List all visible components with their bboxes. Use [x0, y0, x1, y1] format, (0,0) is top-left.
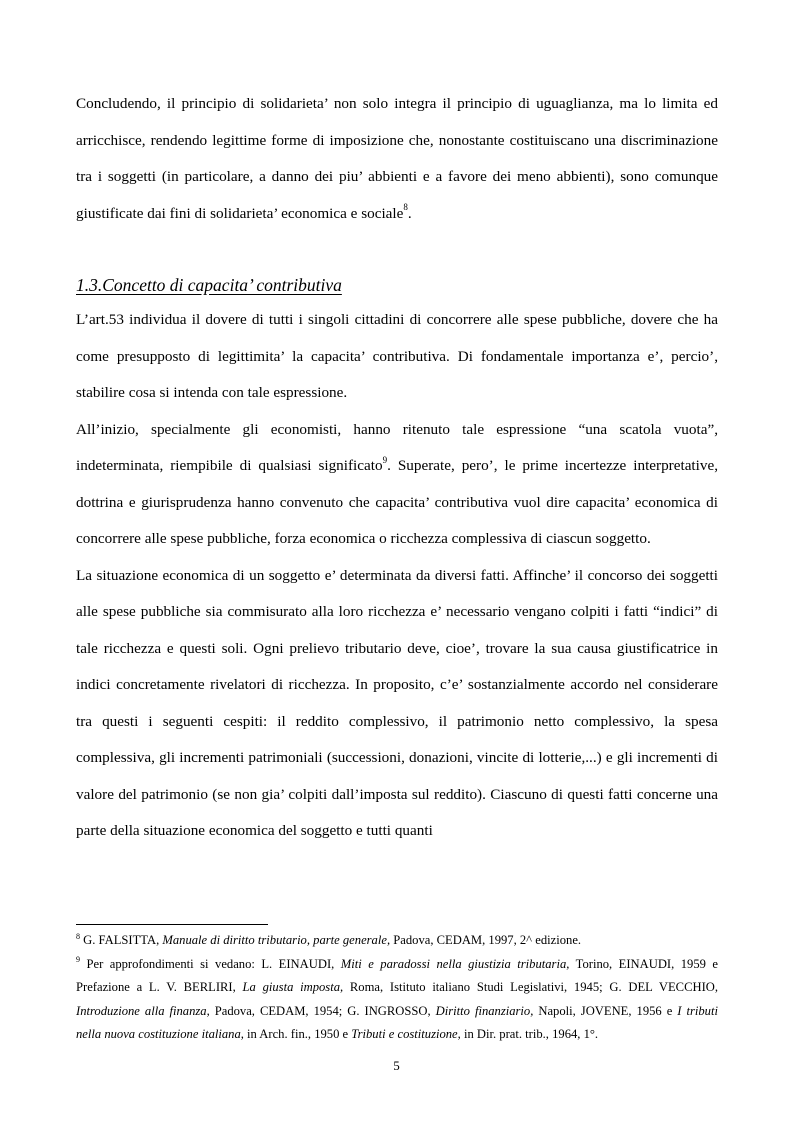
- footnote-title: Tributi e costituzione,: [351, 1027, 461, 1041]
- footnote-title: Miti e paradossi nella giustizia tributaria,: [340, 956, 570, 971]
- footnote-text: Torino, EINAUDI, 1959 e Prefazione a L. V. BERLIRI,: [76, 956, 719, 994]
- paragraph-situazione-economica: La situazione economica di un soggetto e’ determinata da diversi fatti. Affinche’ il concorso dei soggetti alle spese pubbliche sia commisurato alla loro ricchezza e’ necessario vengano colpiti i fatti “indici” di tale ricchezza e questi soli. Ogni prelievo tributario deve, cioe’, trovare la sua causa giustificatrice in indici concretamente rivelatori di ricchezza. In proposito, c’e’ sostanzialmente accordo nel considerare tra questi i seguenti cespiti: il reddito complessivo, il patrimonio netto complessivo, la spesa complessiva, gli incrementi patrimoniali (successioni, donazioni, vincite di lotterie,...) e gli incrementi di valore del patrimonio (se non gia’ colpiti dall’imposta sul reddito). Ciascuno di questi fatti concerne una parte della situazione economica del soggetto e tutti quanti: [76, 566, 718, 839]
- footnote-text: Padova, CEDAM, 1954; G. INGROSSO,: [209, 1003, 436, 1018]
- footnote-ref-8[interactable]: 8: [403, 202, 408, 213]
- footnote-text: Padova, CEDAM, 1997, 2^ edizione.: [390, 933, 582, 947]
- footnote-title: Manuale di diritto tributario, parte generale,: [162, 933, 391, 947]
- paragraph-scatola-vuota: [76, 412, 718, 558]
- footnote-text: Napoli, JOVENE, 1956 e: [533, 1003, 678, 1018]
- footnote-separator: [76, 924, 268, 925]
- page-number: 5: [393, 1058, 400, 1073]
- footnote-number: 9: [76, 955, 80, 965]
- footnote-title: Introduzione alla finanza,: [76, 1003, 210, 1018]
- footnote-title: La giusta imposta,: [242, 980, 344, 994]
- page-body: [76, 86, 718, 850]
- footnote-number: 8: [76, 931, 80, 941]
- paragraph-text: All’inizio, specialmente gli economisti, hanno ritenuto tale espressione “una scatola vuota”, indeterminata, riempibile di qualsiasi significato: [76, 420, 718, 474]
- paragraph-text: . Superate, pero’, le prime incertezze interpretative, dottrina e giurisprudenza hanno convenuto che capacita’ contributiva vuol dire capacita’ economica di concorrere alle spese pubbliche, forza economica o ricchezza complessiva di ciascun soggetto.: [76, 457, 719, 547]
- footnote-title: Diritto finanziario,: [435, 1003, 534, 1018]
- footnote-text: G. FALSITTA,: [80, 933, 163, 947]
- paragraph-art53: L’art.53 individua il dovere di tutti i singoli cittadini di concorrere alle spese pubbliche, dovere che ha come presupposto di legittimita’ la capacita’ contributiva. Di fondamentale importanza e’, percio’, stabilire cosa si intenda con tale espressione.: [76, 311, 718, 401]
- paragraph-conclusion: [76, 86, 718, 232]
- footnote-8: [76, 929, 718, 953]
- footnote-title: I tributi nella nuova costituzione italiana,: [76, 1003, 718, 1041]
- footnote-text: in Arch. fin., 1950 e: [243, 1027, 352, 1041]
- paragraph-end: .: [407, 204, 412, 222]
- footnote-text: Roma, Istituto italiano Studi Legislativi, 1945; G. DEL VECCHIO,: [343, 980, 719, 994]
- paragraph-text: Concludendo, il principio di solidarieta’ non solo integra il principio di uguaglianza, ma lo limita ed arricchisce, rendendo legittime forme di imposizione che, nonostante costituiscano una discriminazione tra i soggetti (in particolare, a danno dei piu’ abbienti e a favore dei meno abbienti), sono comunque giustificate dai fini di solidarieta’ economica e sociale: [76, 95, 718, 222]
- footnote-9: [76, 953, 718, 1047]
- footnote-text: Per approfondimenti si vedano: L. EINAUDI,: [80, 956, 341, 971]
- footnote-text: in Dir. prat. trib., 1964, 1°.: [460, 1027, 599, 1041]
- footnotes: [76, 929, 718, 1047]
- footnote-ref-9[interactable]: 9: [382, 454, 388, 465]
- section-heading: 1.3.Concetto di capacita’ contributiva: [76, 275, 342, 295]
